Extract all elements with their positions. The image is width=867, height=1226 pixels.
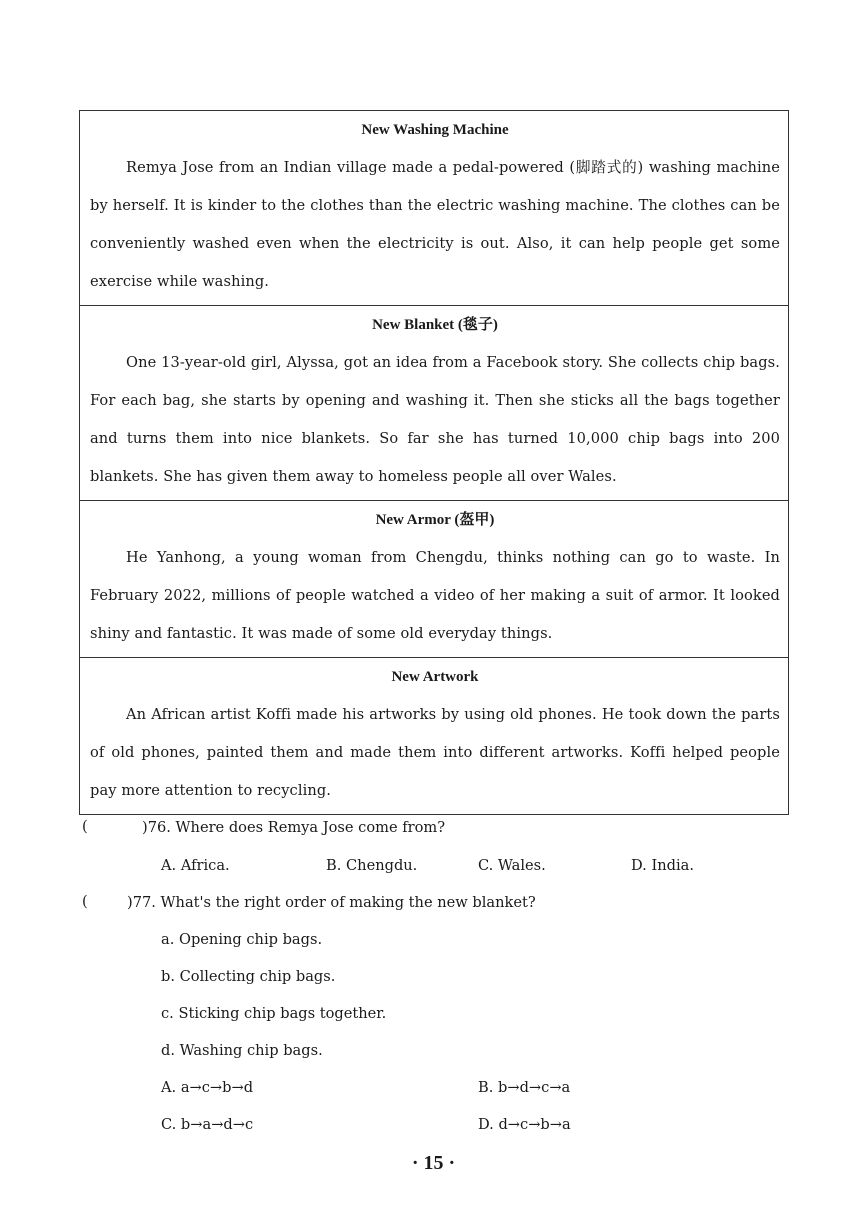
step-item-c: c. Sticking chip bags together. xyxy=(161,1005,387,1022)
passage-armor xyxy=(80,500,788,657)
passage-title: New Blanket (毯子) xyxy=(372,317,498,333)
passage-title: New Artwork xyxy=(391,669,479,685)
option-76-c[interactable]: C. Wales. xyxy=(478,857,546,874)
passage-text: Remya Jose from an Indian village made a pedal-powered (脚踏式的) washing machine by herself. It is kinder to the clothes than the electric washing machine. The clothes can be conveniently washed even when the electricity is out. Also, it can help people get some exercise while washing. xyxy=(90,159,780,290)
option-76-b[interactable]: B. Chengdu. xyxy=(326,857,418,874)
option-77-b[interactable]: B. b→d→c→a xyxy=(478,1079,571,1096)
step-item-a: a. Opening chip bags. xyxy=(161,931,323,948)
option-77-a[interactable]: A. a→c→b→d xyxy=(161,1079,254,1096)
passage-text: One 13-year-old girl, Alyssa, got an idea from a Facebook story. She collects chip bags. For each bag, she starts by opening and washing it. Then she sticks all the bags together and turns them into nice blankets. So far she has turned 10,000 chip bags into 200 blankets. She has given them away to homeless people all over Wales. xyxy=(90,354,780,485)
passage-artwork xyxy=(80,657,788,814)
passage-title: New Washing Machine xyxy=(361,122,509,138)
answer-blank-open-paren[interactable]: ( xyxy=(82,893,88,910)
page-number: · 15 · xyxy=(411,1152,456,1174)
question-76-stem: )76. Where does Remya Jose come from? xyxy=(142,819,446,836)
passage-blanket xyxy=(80,305,788,500)
option-76-a[interactable]: A. Africa. xyxy=(161,857,230,874)
reading-passages-box xyxy=(79,110,789,815)
answer-blank-open-paren[interactable]: ( xyxy=(82,818,88,835)
step-item-b: b. Collecting chip bags. xyxy=(161,968,336,985)
passage-title: New Armor (盔甲) xyxy=(375,512,495,528)
option-77-c[interactable]: C. b→a→d→c xyxy=(161,1116,254,1133)
passage-text: An African artist Koffi made his artworks by using old phones. He took down the parts of old phones, painted them and made them into different artworks. Koffi helped people pay more attention to recycling. xyxy=(90,706,780,799)
option-77-d[interactable]: D. d→c→b→a xyxy=(478,1116,571,1133)
passage-text: He Yanhong, a young woman from Chengdu, thinks nothing can go to waste. In February 2022, millions of people watched a video of her making a suit of armor. It looked shiny and fantastic. It was made of some old everyday things. xyxy=(90,549,780,642)
question-77-stem: )77. What's the right order of making the new blanket? xyxy=(127,894,536,911)
step-item-d: d. Washing chip bags. xyxy=(161,1042,323,1059)
option-76-d[interactable]: D. India. xyxy=(631,857,694,874)
passage-washing-machine xyxy=(80,111,788,305)
